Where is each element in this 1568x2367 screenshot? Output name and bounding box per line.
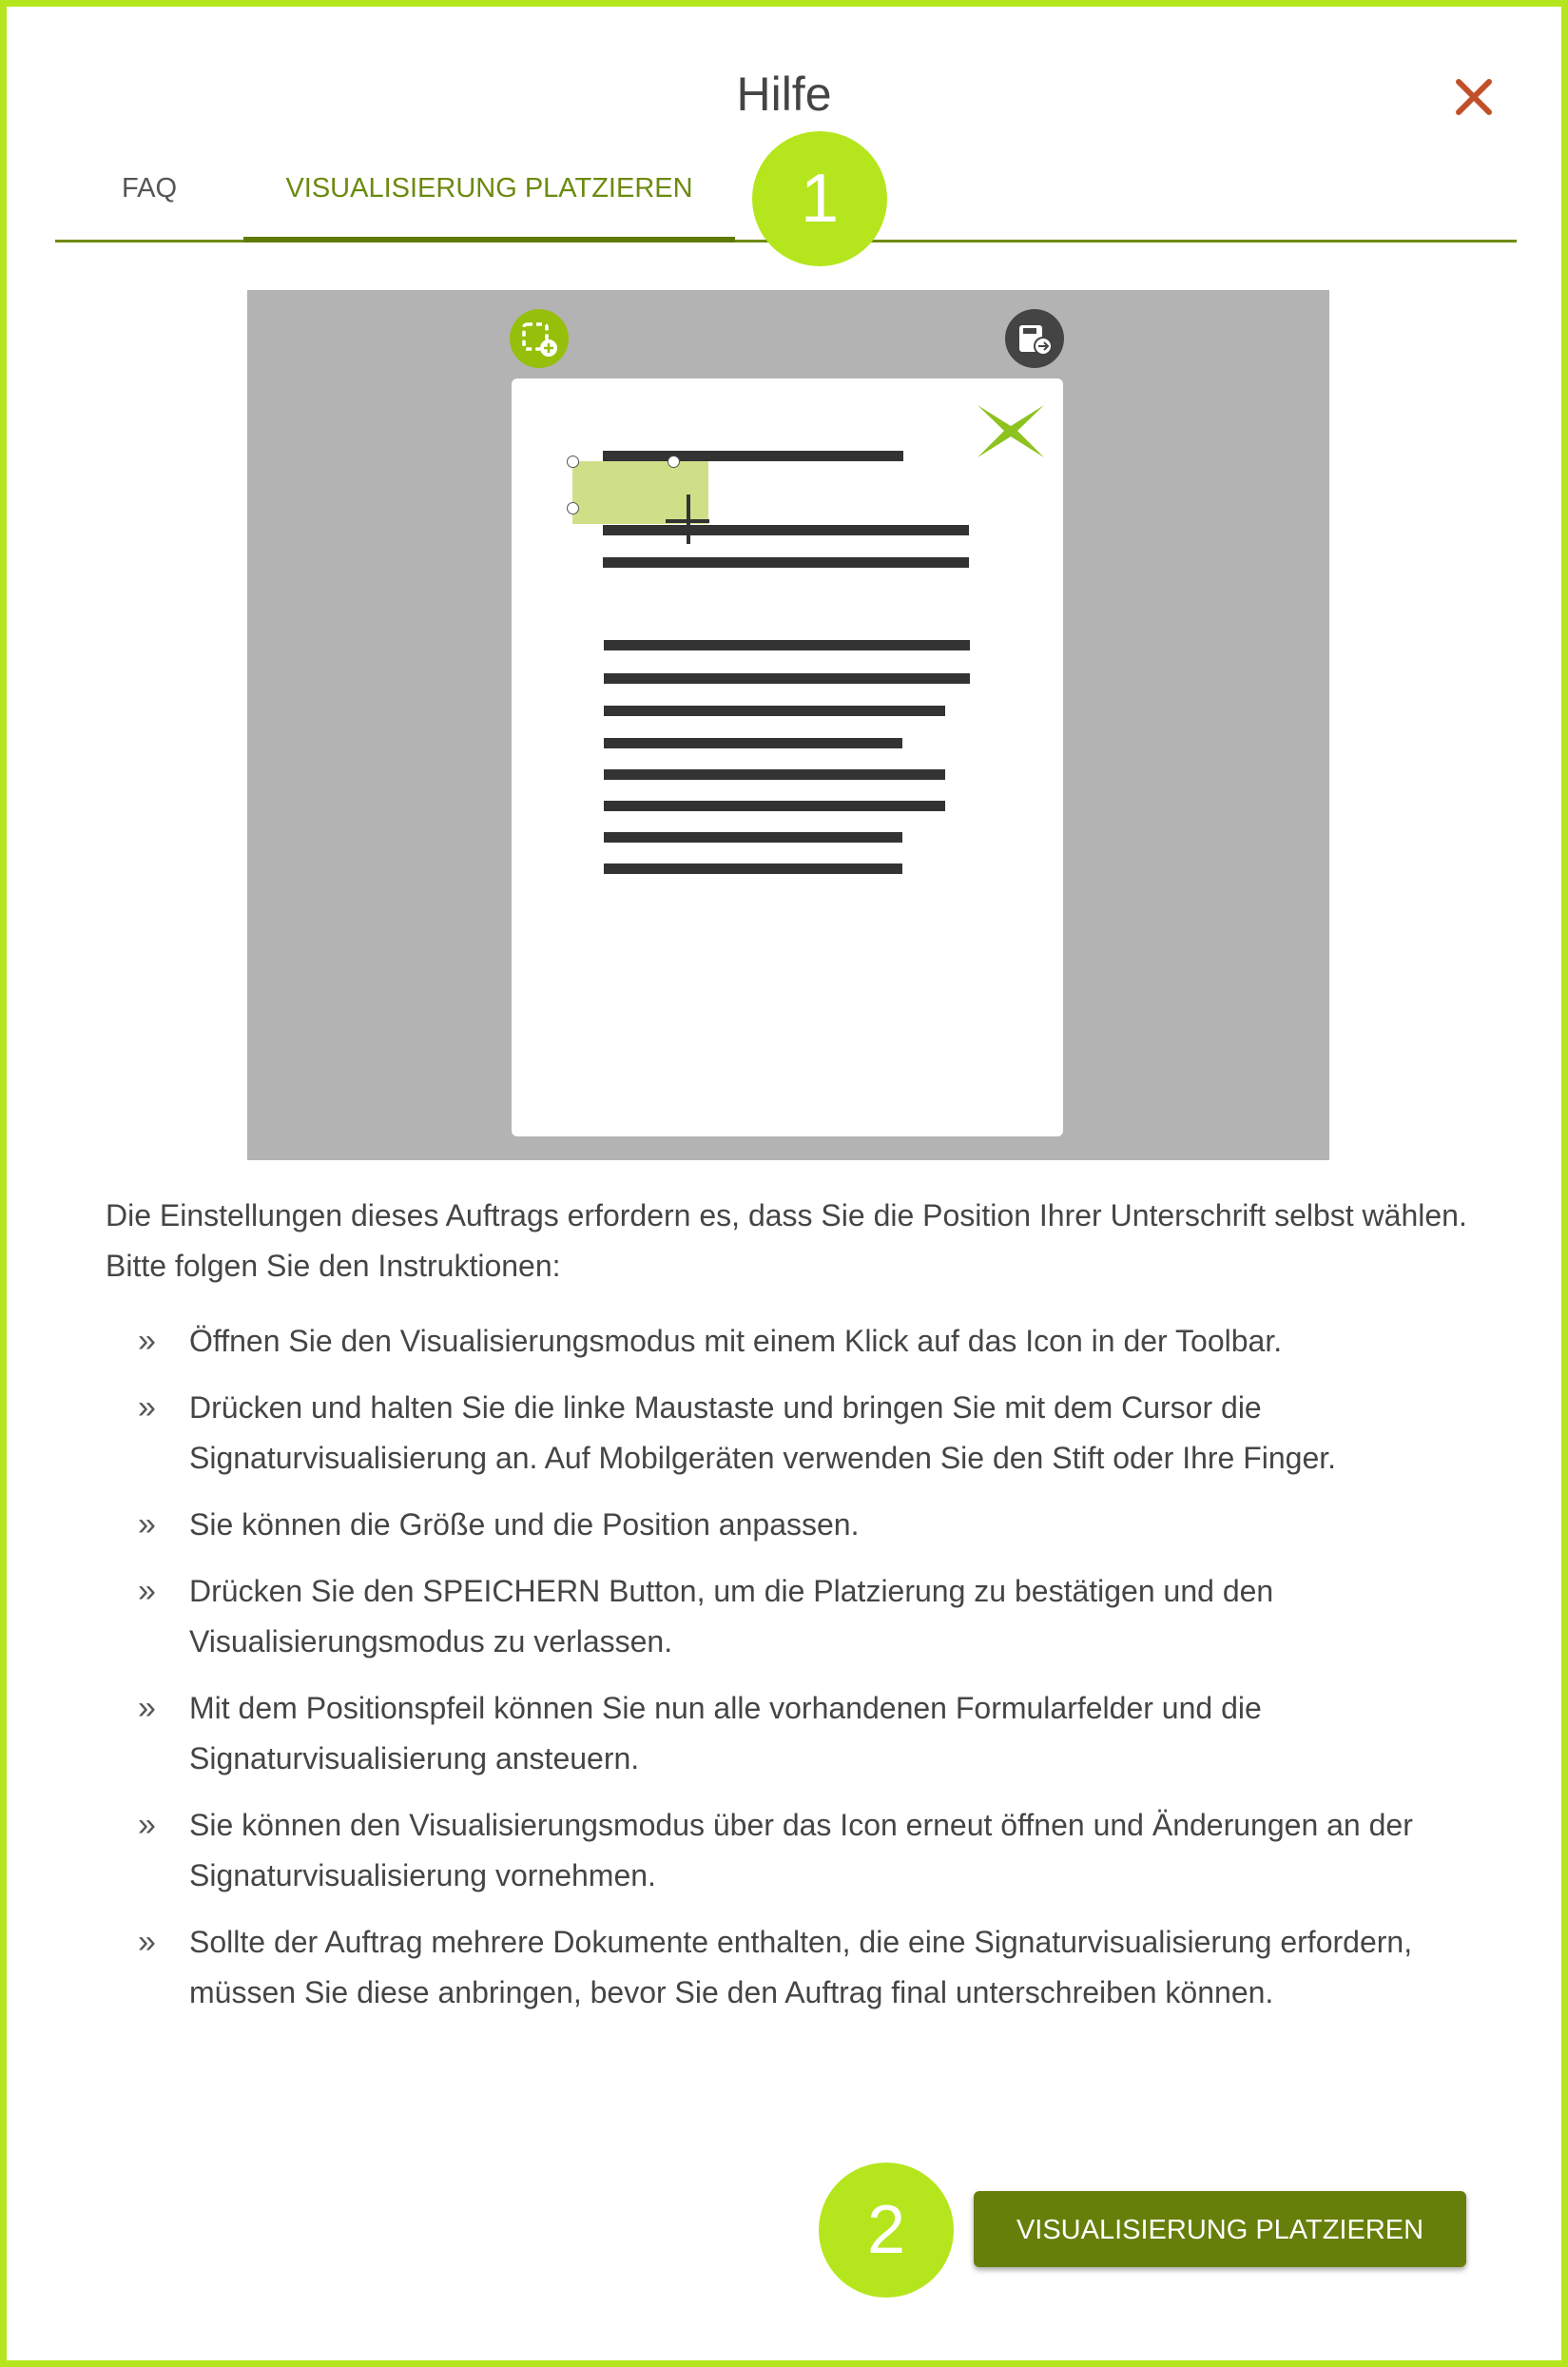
chevron-double-right-icon: » (138, 1807, 156, 1843)
step-text: Sie können die Größe und die Position anpassen. (189, 1507, 860, 1542)
intro-text: Die Einstellungen dieses Auftrags erfordern es, dass Sie die Position Ihrer Unterschrift selbst wählen. Bitte folgen Sie den Instruktionen: (106, 1198, 1467, 1283)
cursor-crosshair-icon (664, 493, 711, 545)
close-icon (1447, 70, 1500, 124)
chevron-double-right-icon: » (138, 1389, 156, 1426)
step-badge-1: 1 (752, 131, 887, 266)
step-text: Drücken und halten Sie die linke Maustaste und bringen Sie mit dem Cursor die Signaturvisualisierung an. Auf Mobilgeräten verwenden Sie den Stift oder Ihre Finger. (189, 1390, 1337, 1475)
save-exit-icon (1005, 309, 1064, 368)
x-logo-icon (978, 405, 1044, 457)
tab-faq[interactable]: FAQ (121, 173, 177, 204)
list-item (138, 1683, 1469, 1784)
step-badge-2: 2 (819, 2163, 954, 2298)
list-item (138, 1917, 1469, 2018)
list-item (138, 1500, 1469, 1550)
chevron-double-right-icon: » (138, 1323, 156, 1359)
step-text: Sie können den Visualisierungsmodus über das Icon erneut öffnen und Änderungen an der Signaturvisualisierung vornehmen. (189, 1808, 1413, 1892)
step-text: Sollte der Auftrag mehrere Dokumente enthalten, die eine Signaturvisualisierung erfordern, müssen Sie diese anbringen, bevor Sie den Auftrag final unterschreiben können. (189, 1925, 1413, 2009)
tab-visualisierung-platzieren[interactable]: VISUALISIERUNG PLATZIEREN (243, 152, 735, 243)
add-visualization-icon (510, 309, 569, 368)
chevron-double-right-icon: » (138, 1690, 156, 1726)
illustration (247, 290, 1329, 1160)
dialog-title: Hilfe (736, 68, 832, 121)
instruction-list (138, 1316, 1469, 2034)
step-text: Öffnen Sie den Visualisierungsmodus mit einem Klick auf das Icon in der Toolbar. (189, 1324, 1283, 1358)
chevron-double-right-icon: » (138, 1506, 156, 1542)
step-text: Drücken Sie den SPEICHERN Button, um die Platzierung zu bestätigen und den Visualisierungsmodus zu verlassen. (189, 1574, 1274, 1659)
place-visualization-button[interactable]: VISUALISIERUNG PLATZIEREN (974, 2191, 1466, 2267)
document-page (512, 378, 1063, 1136)
chevron-double-right-icon: » (138, 1573, 156, 1609)
close-button[interactable] (1447, 70, 1500, 124)
chevron-double-right-icon: » (138, 1924, 156, 1960)
list-item (138, 1383, 1469, 1484)
list-item (138, 1800, 1469, 1901)
list-item (138, 1566, 1469, 1667)
list-item (138, 1316, 1469, 1367)
step-text: Mit dem Positionspfeil können Sie nun alle vorhandenen Formularfelder und die Signaturvisualisierung ansteuern. (189, 1691, 1262, 1775)
